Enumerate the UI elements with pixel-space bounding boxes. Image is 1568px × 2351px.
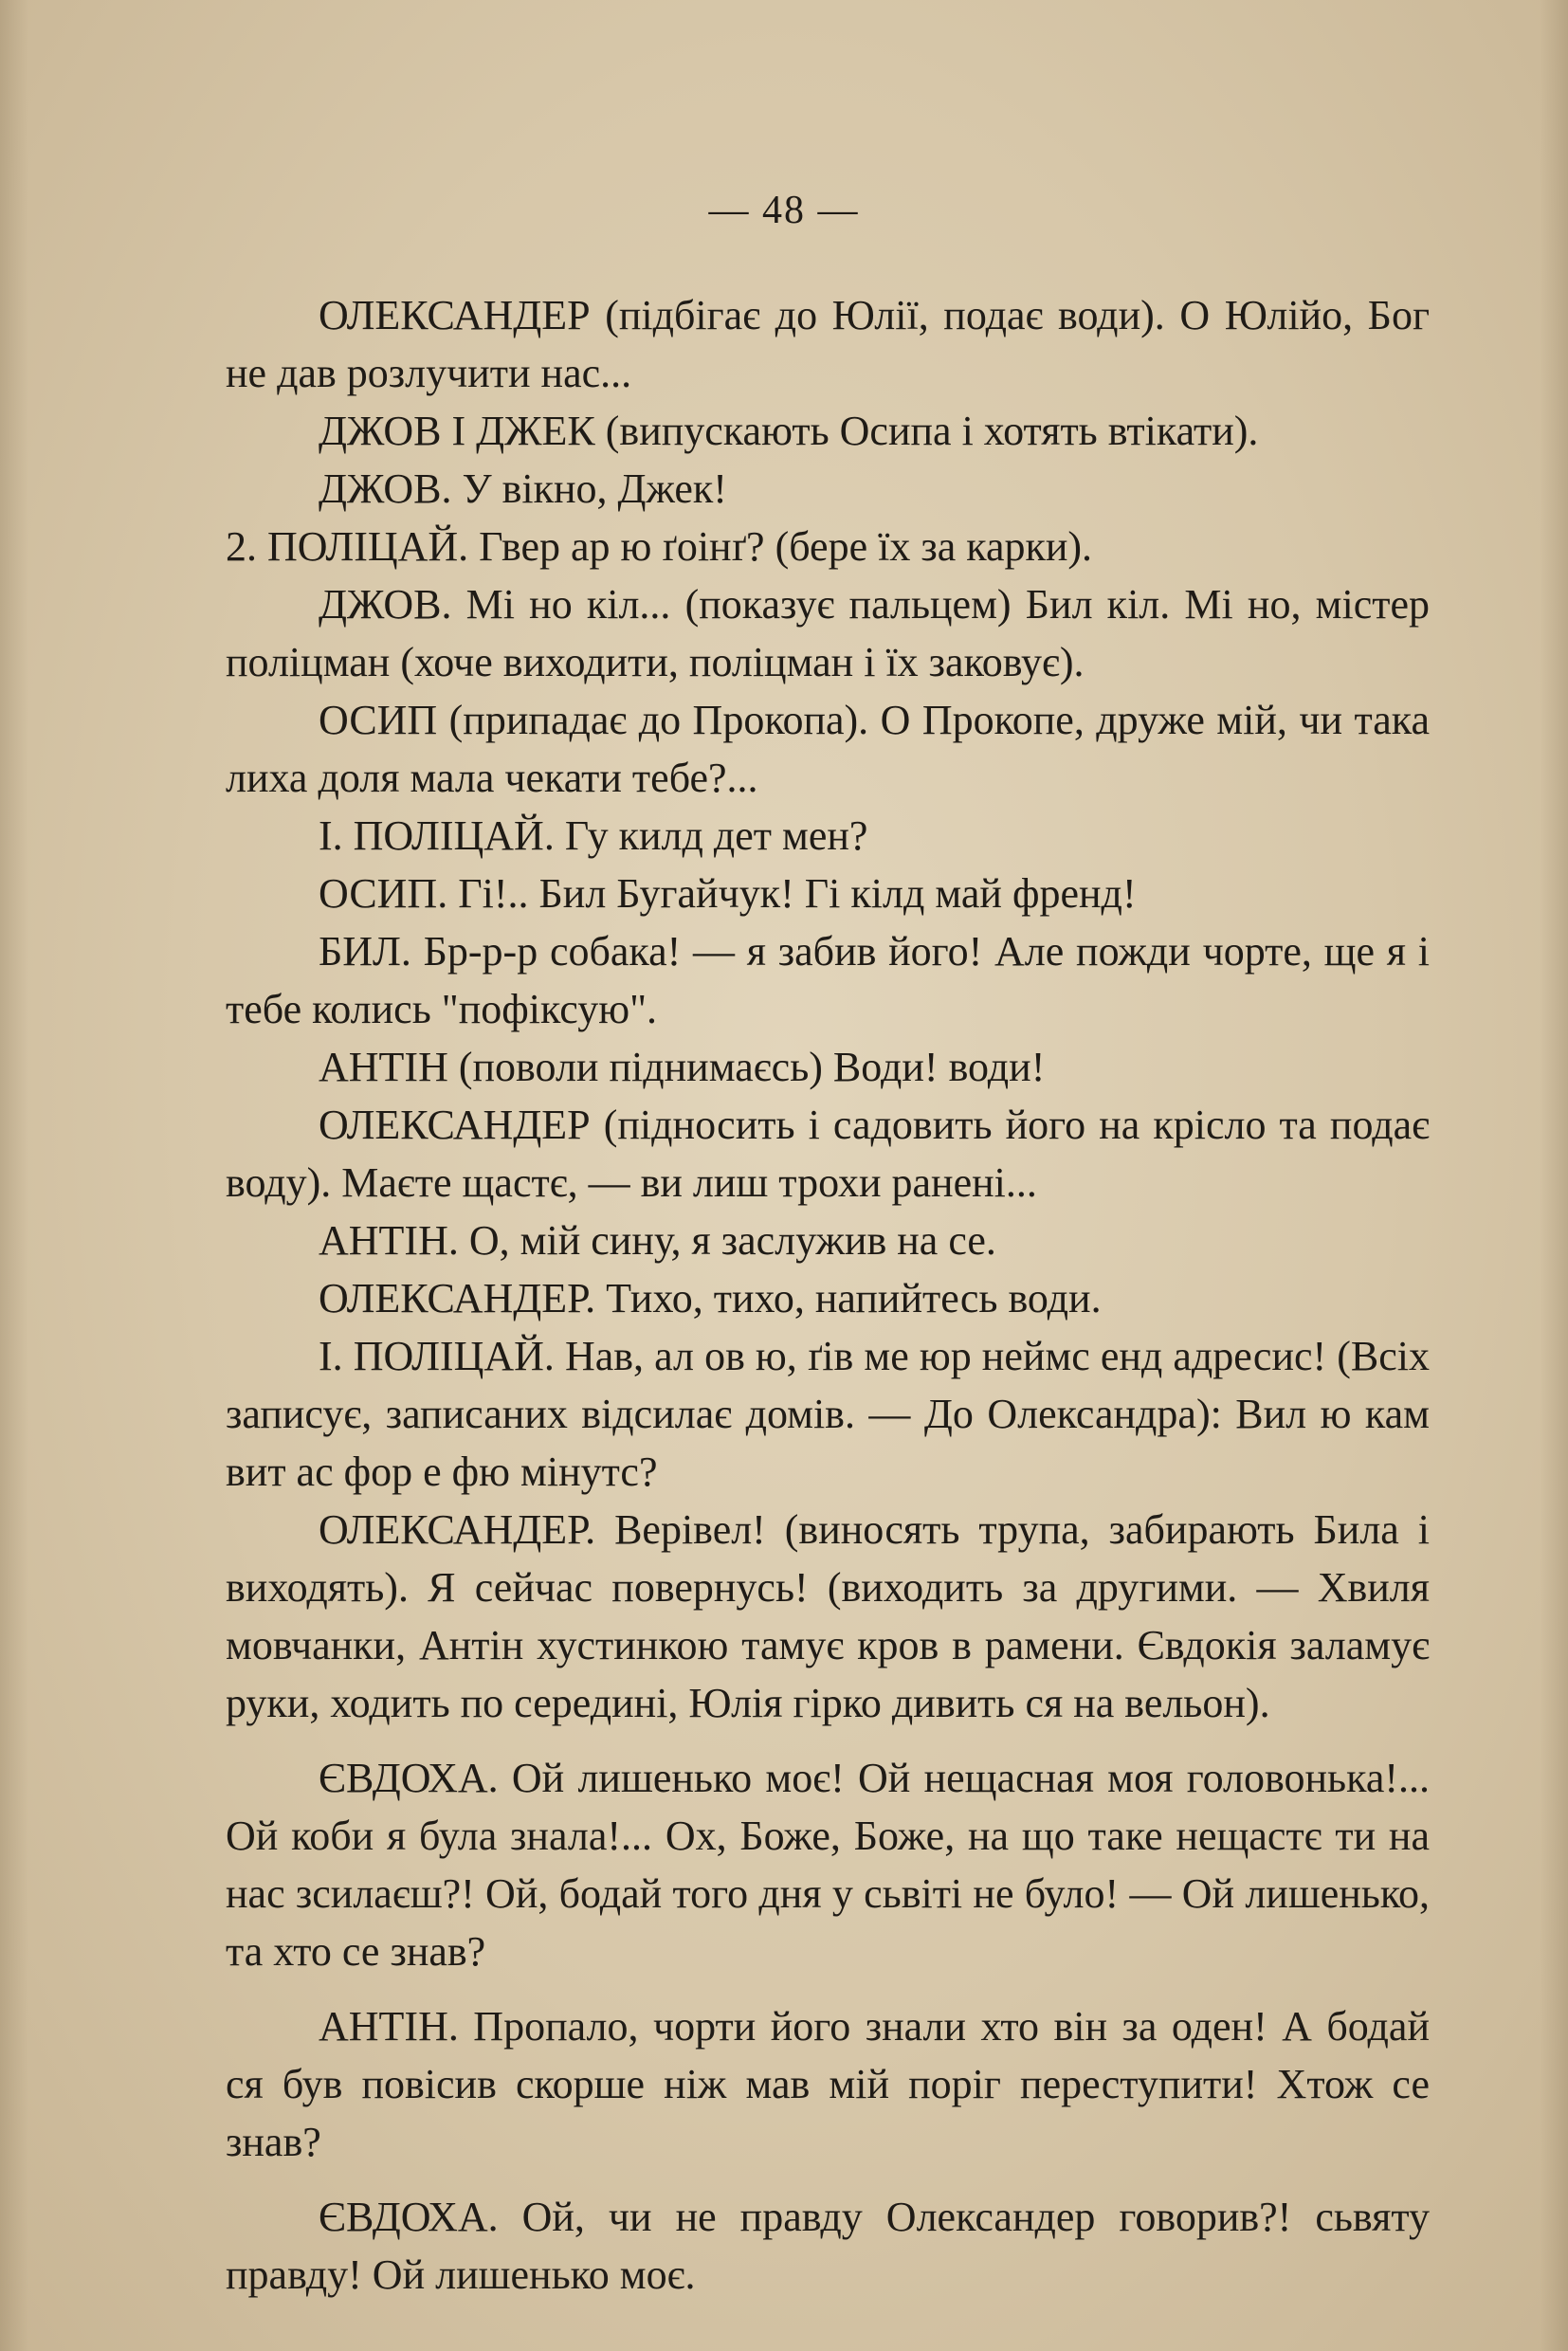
paragraph: БИЛ. Бр-р-р собака! — я забив його! Але пожди чорте, ще я і тебе колись "пофіксую". — [226, 928, 1430, 1032]
paragraph: І. ПОЛІЦАЙ. Нав, ал ов ю, ґів ме юр неймс енд адресис! (Всіх записує, записаних відсилає домів. — До Олександра): Вил ю кам вит ас фор е фю мінутс? — [226, 1333, 1430, 1495]
paragraph: ОСИП. Гі!.. Бил Бугайчук! Гі кілд май френд! — [319, 870, 1137, 917]
paragraph: ОЛЕКСАНДЕР. Тихо, тихо, напийтесь води. — [319, 1275, 1102, 1321]
page-edge-shadow-right — [1540, 0, 1568, 2351]
paragraph: АНТІН. Пропало, чорти його знали хто він за оден! А бодай ся був повісив скорше ніж мав мій поріг переступити! Хтож се знав? — [226, 2003, 1430, 2165]
paragraph: ЄВДОХА. Ой лишенько моє! Ой нещасная моя головонька!... Ой коби я була знала!... Ох, Боже, Боже, на що таке нещастє ти на нас зсилаєш?! Ой, бодай того дня у сьвіті не було! — Ой лишенько, та хто се знав? — [226, 1755, 1430, 1975]
paragraph: І. ПОЛІЦАЙ. Гу килд дет мен? — [319, 812, 868, 859]
paragraph: АНТІН (поволи піднимаєсь) Води! води! — [319, 1044, 1046, 1090]
page-number: — 48 — — [708, 189, 860, 232]
paragraph: ОЛЕКСАНДЕР. Верівел! (виносять трупа, забирають Била і виходять). Я сейчас повернусь! (виходить за другими. — Хвиля мовчанки, Антін хустинкою тамує кров в рамени. Євдокія заламує руки, ходить по середині, Юлія гірко дивить ся на вельон). — [226, 1506, 1430, 1726]
paragraph: ЄВДОХА. Ой, чи не правду Олександер говорив?! сьвяту правду! Ой лишенько моє. — [226, 2194, 1430, 2298]
paragraph: ОЛЕКСАНДЕР (підбігає до Юлії, подає води). О Юлійо, Бог не дав розлучити нас... — [226, 292, 1430, 396]
paragraph: ОЛЕКСАНДЕР (підносить і садовить його на крісло та подає воду). Маєте щастє, — ви лиш трохи ранені... — [226, 1102, 1430, 1206]
paragraph: ДЖОВ. Мі но кіл... (показує пальцем) Бил кіл. Мі но, містер поліцман (хоче виходити, поліцман і їх заковує). — [226, 581, 1430, 685]
paragraph: ОСИП (припадає до Прокопа). О Прокопе, друже мій, чи така лиха доля мала чекати тебе?... — [226, 697, 1430, 801]
body-text — [226, 286, 1430, 2304]
paragraph: 2. ПОЛІЦАЙ. Гвер ар ю ґоінґ? (бере їх за карки). — [226, 523, 1093, 570]
page-edge-shadow-left — [0, 0, 28, 2351]
paragraph: ДЖОВ. У вікно, Джек! — [319, 465, 727, 512]
paragraph: АНТІН. О, мій сину, я заслужив на се. — [319, 1217, 996, 1264]
paragraph: ДЖОВ І ДЖЕК (випускають Осипа і хотять втікати). — [319, 408, 1259, 454]
